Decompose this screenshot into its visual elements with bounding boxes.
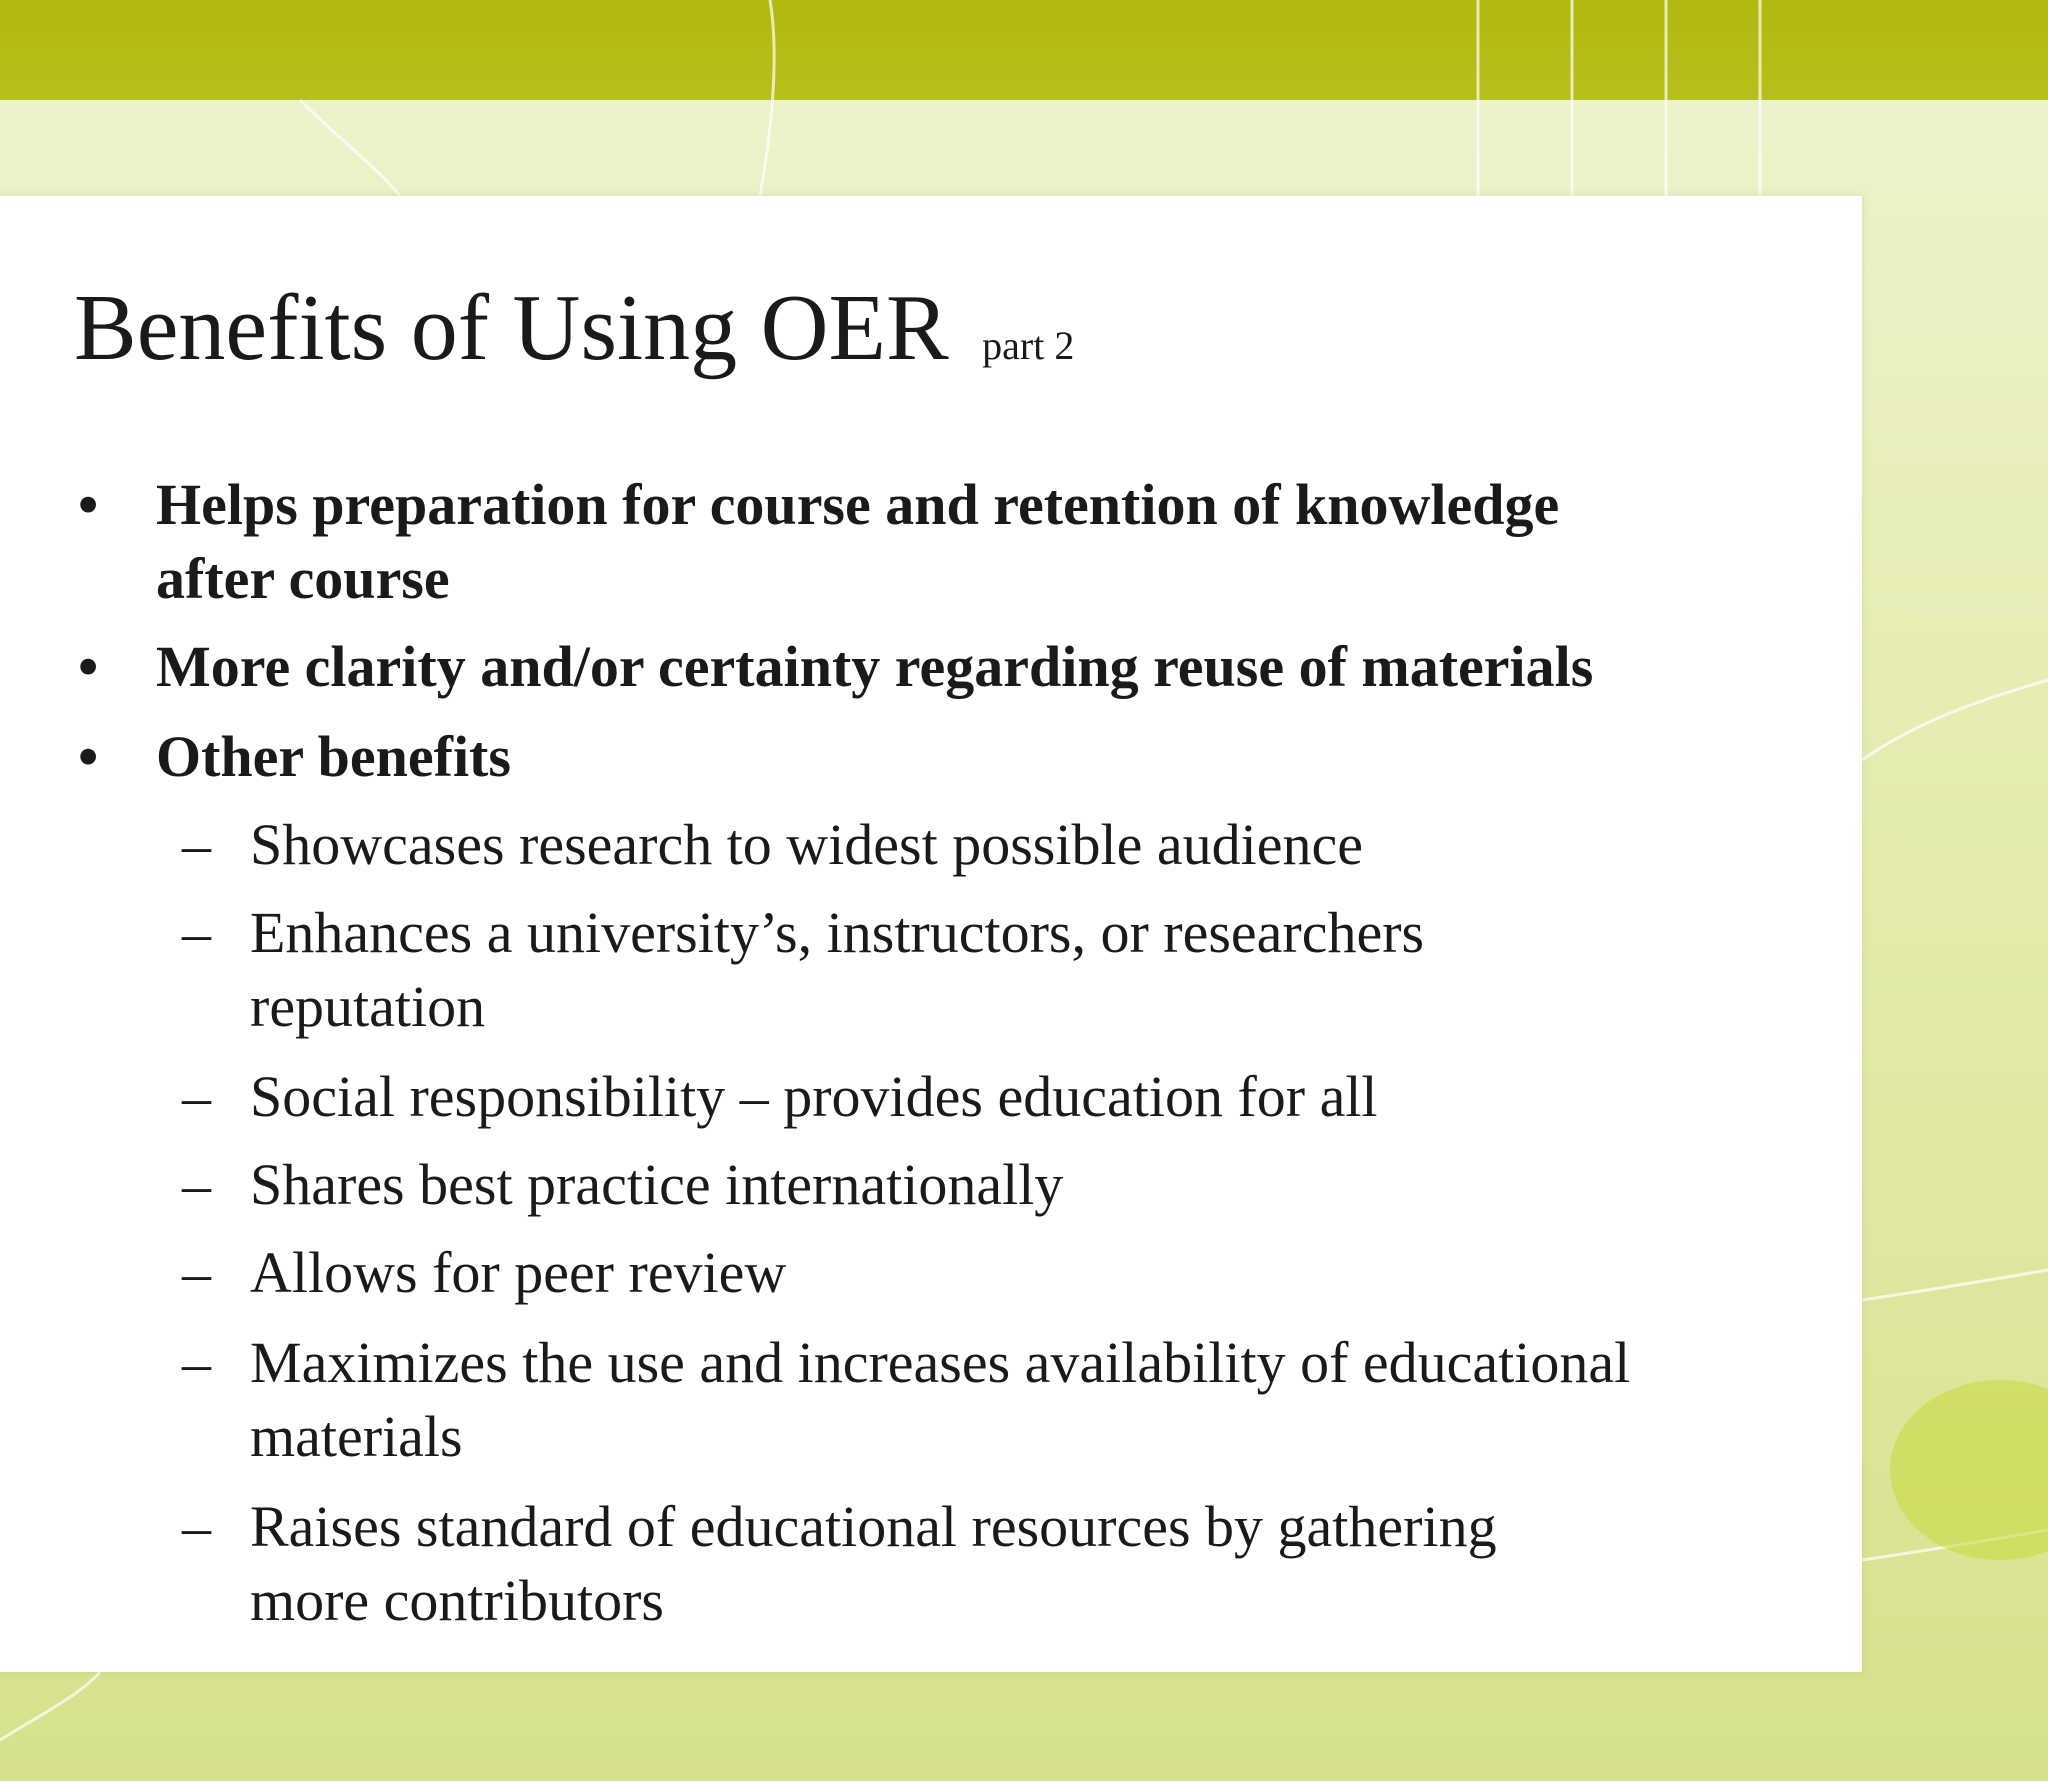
sub-bullet-text: Allows for peer review xyxy=(250,1240,787,1305)
sub-bullet-text: Raises standard of educational resources by gathering xyxy=(250,1494,1497,1559)
deco-curve-1 xyxy=(760,0,774,196)
deco-glow xyxy=(1890,1380,2048,1560)
bullet-text: after course xyxy=(156,546,450,611)
sub-bullet-text: Shares best practice internationally xyxy=(250,1152,1064,1217)
deco-curve-3 xyxy=(1862,680,2048,760)
bullet-marker: • xyxy=(78,634,99,699)
sub-bullet-text: reputation xyxy=(250,974,486,1039)
bullet-text: More clarity and/or certainty regarding reuse of materials xyxy=(156,634,1594,699)
deco-curve-2 xyxy=(300,100,400,196)
title-subtitle: part 2 xyxy=(982,323,1075,368)
bullet-text: Other benefits xyxy=(156,724,511,789)
sub-bullet-text: Showcases research to widest possible audience xyxy=(250,812,1363,877)
deco-curve-6 xyxy=(0,1672,100,1740)
sub-bullet-text: Enhances a university’s, instructors, or researchers xyxy=(250,900,1425,965)
bullet-marker: • xyxy=(78,472,99,537)
sub-bullet-marker: – xyxy=(182,812,211,877)
sub-bullet-text: Maximizes the use and increases availability of educational xyxy=(250,1330,1631,1395)
bullet-marker: • xyxy=(78,724,99,789)
sub-bullet-text: Social responsibility – provides education for all xyxy=(250,1064,1378,1129)
slide-title xyxy=(74,268,1074,406)
sub-bullet-marker: – xyxy=(182,1494,211,1559)
sub-bullet-marker: – xyxy=(182,1330,211,1395)
sub-bullet-text: materials xyxy=(250,1404,463,1469)
sub-bullet-marker: – xyxy=(182,1064,211,1129)
sub-bullet-marker: – xyxy=(182,900,211,965)
sub-bullet-text: more contributors xyxy=(250,1568,664,1633)
bullet-text: Helps preparation for course and retention of knowledge xyxy=(156,472,1560,537)
sub-bullet-marker: – xyxy=(182,1240,211,1305)
title-text: Benefits of Using OER xyxy=(74,276,949,380)
sub-bullet-marker: – xyxy=(182,1152,211,1217)
